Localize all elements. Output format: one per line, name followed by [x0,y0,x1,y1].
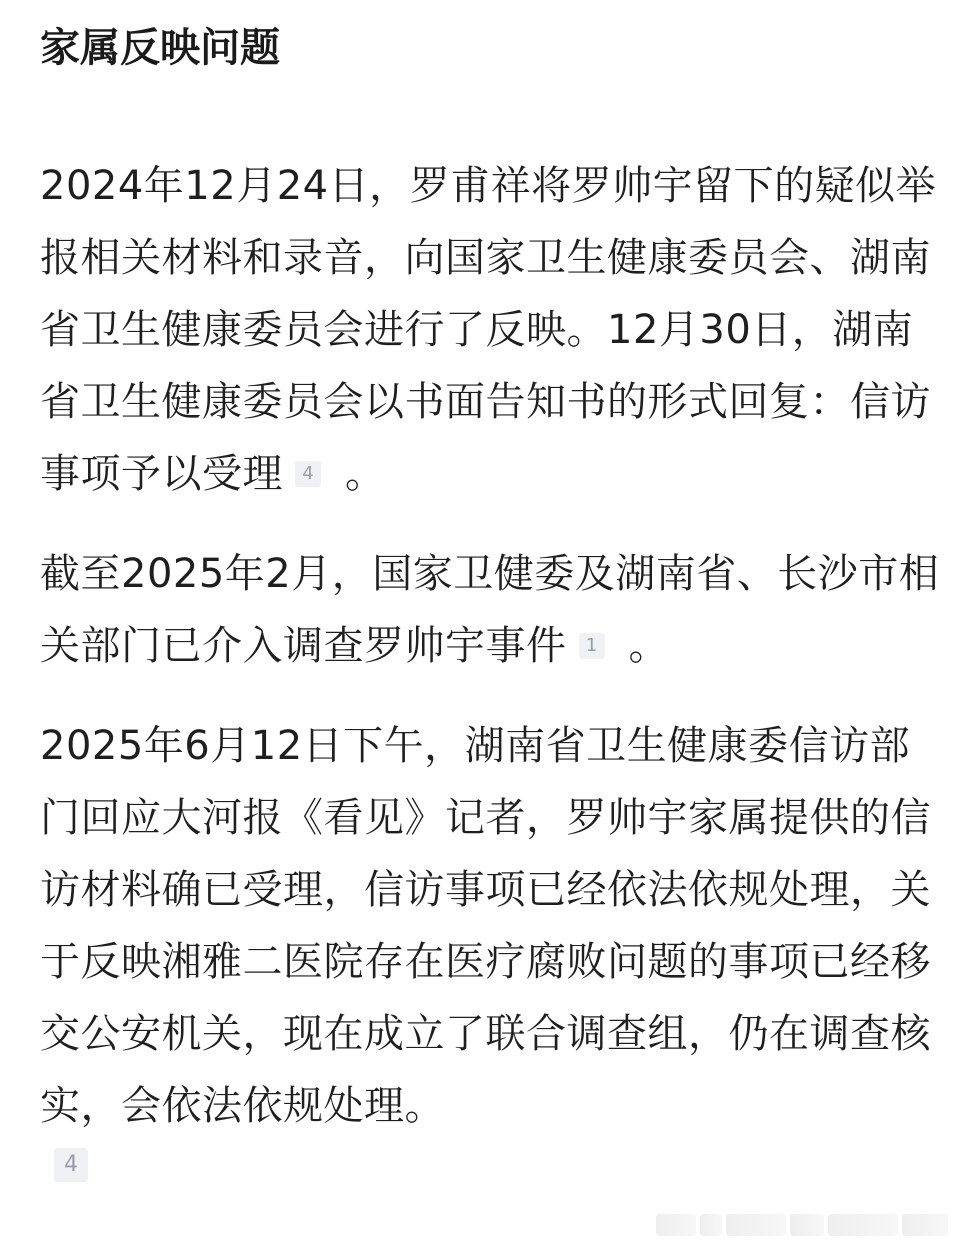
paragraph-3-citation-row [40,1142,940,1198]
paragraph-1-end: 。 [345,451,386,497]
paragraph-1-text: 2024年12月24日，罗甫祥将罗帅宇留下的疑似举报相关材料和录音，向国家卫生健康委员会、湖南省卫生健康委员会进行了反映。12月30日，湖南省卫生健康委员会以书面告知书的形式回复：信访事项予以受理 [40,163,937,497]
paragraph-3-text: 2025年6月12日下午，湖南省卫生健康委信访部门回应大河报《看见》记者，罗帅宇家属提供的信访材料确已受理，信访事项已经依法依规处理，关于反映湘雅二医院存在医疗腐败问题的事项已经移交公安机关，现在成立了联合调查组，仍在调查核实，会依法依规处理。 [40,723,931,1129]
citation-badge[interactable]: 4 [54,1148,88,1182]
citation-badge[interactable]: 4 [295,461,321,487]
paragraph-2-end: 。 [628,623,669,669]
citation-badge[interactable]: 1 [579,633,605,659]
watermark [656,1214,956,1244]
paragraph-2 [40,538,940,682]
paragraph-2-text: 截至2025年2月，国家卫健委及湖南省、长沙市相关部门已介入调查罗帅宇事件 [40,551,940,669]
article [40,18,940,1198]
paragraph-3 [40,710,940,1142]
section-heading: 家属反映问题 [40,25,280,71]
paragraph-1 [40,150,940,510]
